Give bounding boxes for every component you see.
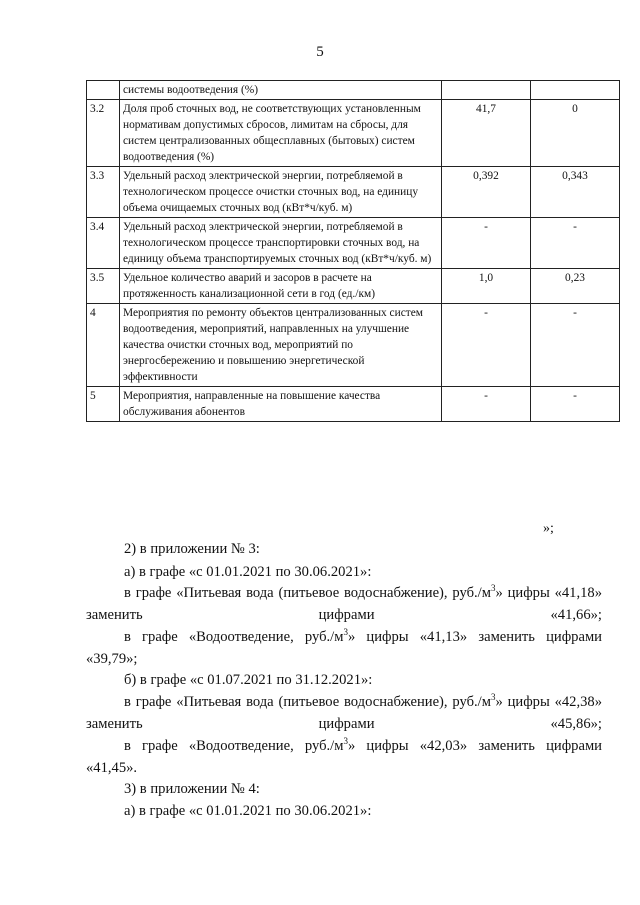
superscript: 3 bbox=[343, 627, 348, 638]
row-description: системы водоотведения (%) bbox=[120, 81, 442, 100]
row-number: 4 bbox=[87, 304, 120, 387]
superscript: 3 bbox=[343, 736, 348, 747]
row-value-1: - bbox=[442, 387, 531, 422]
text: в графе «Водоотведение, руб./м bbox=[124, 738, 344, 754]
row-value-2: - bbox=[531, 304, 620, 387]
row-value-1: 0,392 bbox=[442, 167, 531, 218]
text: в графе «Питьевая вода (питьевое водоснабжение), руб./м bbox=[124, 694, 491, 710]
row-number: 3.5 bbox=[87, 269, 120, 304]
paragraph-period-a-appendix-4: а) в графе «с 01.01.2021 по 30.06.2021»: bbox=[124, 803, 372, 819]
row-value-2: - bbox=[531, 218, 620, 269]
text: » цифры «42,03» заменить цифрами «41,45». bbox=[86, 738, 602, 776]
row-number bbox=[87, 81, 120, 100]
table-row bbox=[87, 269, 620, 304]
row-value-1 bbox=[442, 81, 531, 100]
row-description: Удельный расход электрической энергии, потребляемой в технологическом процессе транспортировки сточных вод, на единицу объема транспортируемых сточных вод (кВт*ч/куб. м) bbox=[120, 218, 442, 269]
row-description: Удельное количество аварий и засоров в расчете на протяженность канализационной сети в год (ед./км) bbox=[120, 269, 442, 304]
table-row bbox=[87, 387, 620, 422]
table-row bbox=[87, 100, 620, 167]
row-value-2: 0 bbox=[531, 100, 620, 167]
row-description: Мероприятия по ремонту объектов централизованных систем водоотведения, мероприятий, направленных на улучшение качества очистки сточных вод, мероприятий по энергосбережению и повышению энергетической эффективности bbox=[120, 304, 442, 387]
row-number: 3.2 bbox=[87, 100, 120, 167]
paragraph-wastewater-price-a bbox=[86, 626, 602, 670]
row-description: Мероприятия, направленные на повышение качества обслуживания абонентов bbox=[120, 387, 442, 422]
text: » цифры «42,38» заменить цифрами «45,86»; bbox=[86, 694, 603, 732]
text: » цифры «41,13» заменить цифрами «39,79»; bbox=[86, 629, 602, 667]
row-description: Доля проб сточных вод, не соответствующих установленным нормативам допустимых сбросов, лимитам на сбросы, для систем централизованных общесплавных (бытовых) систем водоотведения (%) bbox=[120, 100, 442, 167]
row-value-2: 0,343 bbox=[531, 167, 620, 218]
superscript: 3 bbox=[490, 583, 496, 594]
row-value-1: 1,0 bbox=[442, 269, 531, 304]
table-row bbox=[87, 167, 620, 218]
text: в графе «Водоотведение, руб./м bbox=[124, 629, 344, 645]
table-row bbox=[87, 81, 620, 100]
table-row bbox=[87, 218, 620, 269]
row-number: 3.4 bbox=[87, 218, 120, 269]
row-value-2: - bbox=[531, 387, 620, 422]
row-value-1: 41,7 bbox=[442, 100, 531, 167]
paragraph-water-price-b bbox=[86, 691, 602, 735]
indicators-table bbox=[86, 80, 620, 422]
row-value-1: - bbox=[442, 218, 531, 269]
page-number: 5 bbox=[316, 44, 324, 60]
row-number: 5 bbox=[87, 387, 120, 422]
row-value-2 bbox=[531, 81, 620, 100]
paragraph-water-price-a bbox=[86, 582, 602, 626]
paragraph-appendix-3: 2) в приложении № 3: bbox=[124, 541, 260, 557]
paragraph-wastewater-price-b bbox=[86, 735, 602, 779]
paragraph-period-b: б) в графе «с 01.07.2021 по 31.12.2021»: bbox=[124, 672, 373, 688]
paragraph-appendix-4: 3) в приложении № 4: bbox=[124, 781, 260, 797]
paragraph-period-a: а) в графе «с 01.01.2021 по 30.06.2021»: bbox=[124, 564, 372, 580]
row-number: 3.3 bbox=[87, 167, 120, 218]
row-description: Удельный расход электрической энергии, потребляемой в технологическом процессе очистки сточных вод, на единицу объема очищаемых сточных вод (кВт*ч/куб. м) bbox=[120, 167, 442, 218]
row-value-1: - bbox=[442, 304, 531, 387]
table-row bbox=[87, 304, 620, 387]
text: в графе «Питьевая вода (питьевое водоснабжение), руб./м bbox=[124, 585, 491, 601]
row-value-2: 0,23 bbox=[531, 269, 620, 304]
superscript: 3 bbox=[490, 692, 496, 703]
closing-quote: »; bbox=[543, 521, 554, 536]
text: » цифры «41,18» заменить цифрами «41,66»; bbox=[86, 585, 603, 623]
